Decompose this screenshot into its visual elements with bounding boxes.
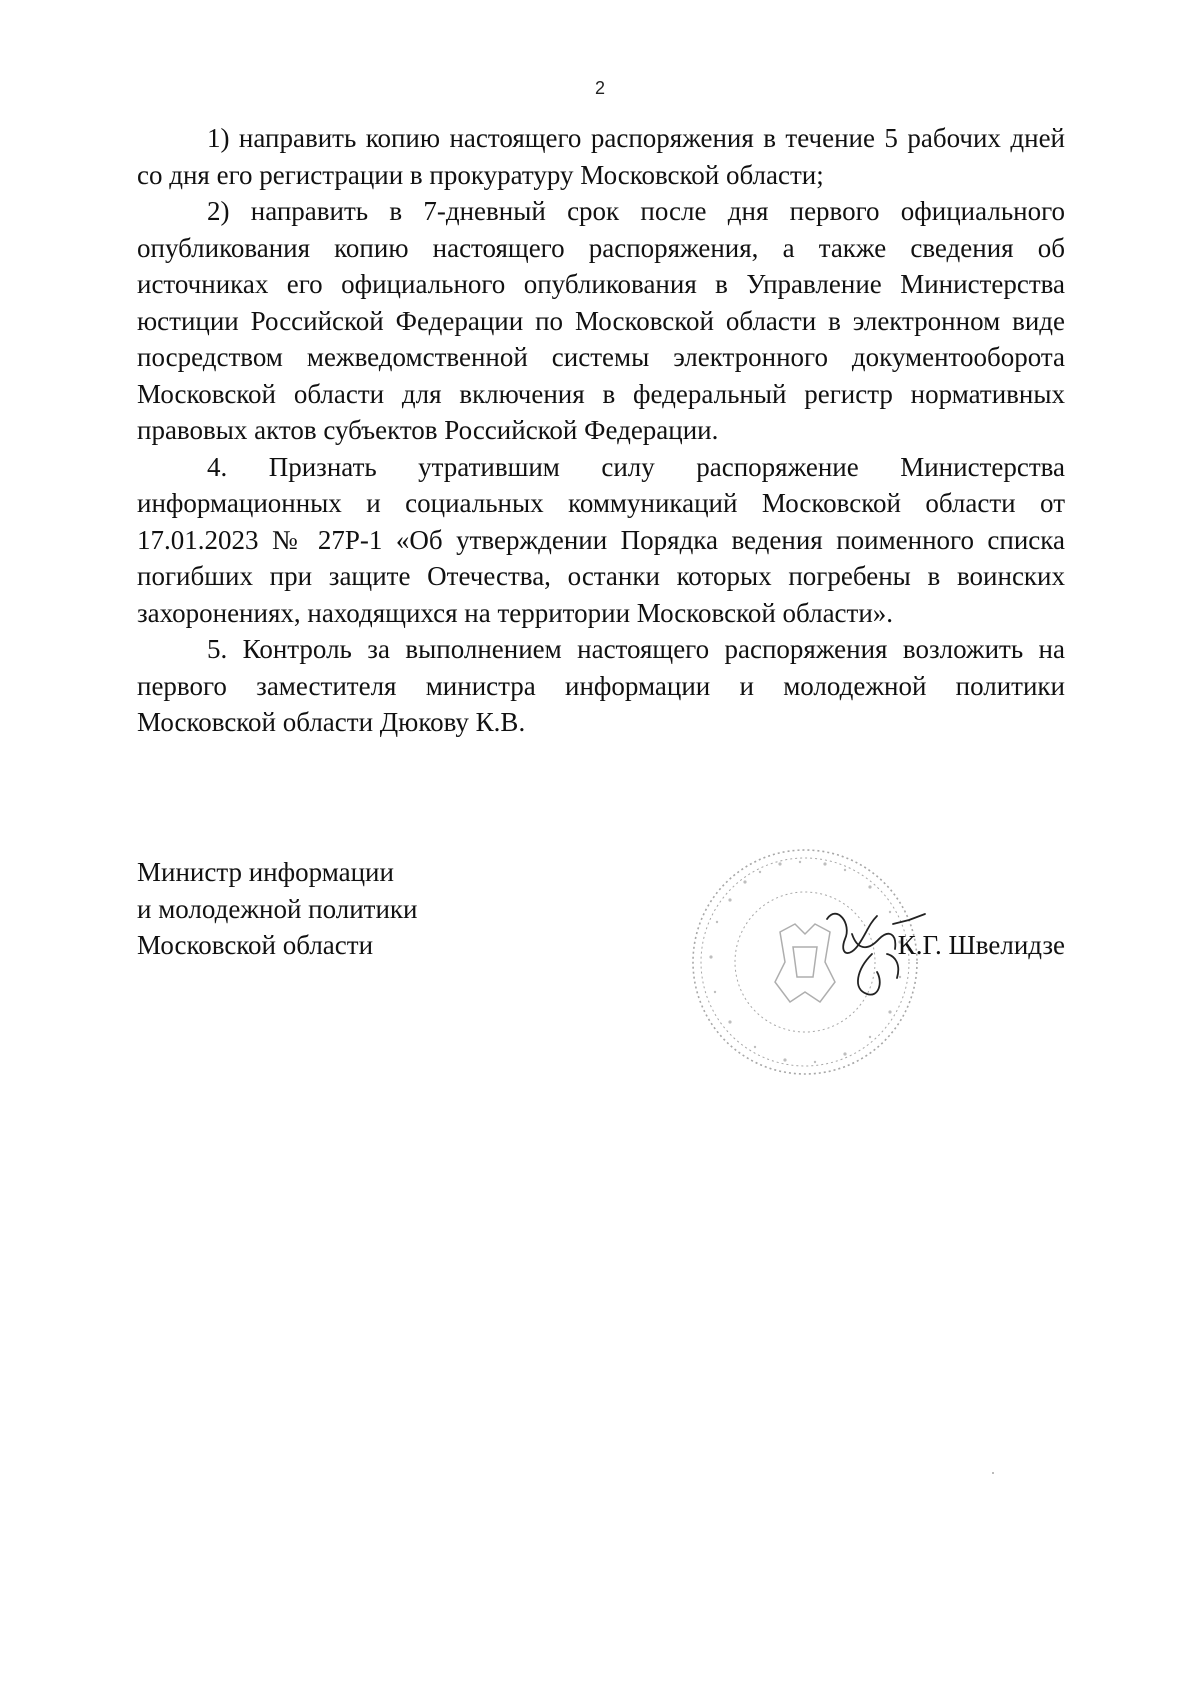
paragraph-item-1: 1) направить копию настоящего распоряжения в течение 5 рабочих дней со дня его регистрации в прокуратуру Московской области; — [137, 123, 1065, 190]
signer-position-line-1: Министр информации — [137, 857, 394, 887]
page-number: 2 — [594, 78, 605, 98]
paragraph-point-5: 5. Контроль за выполнением настоящего распоряжения возложить на первого заместителя министра информации и молодежной политики Московской области Дюкову К.В. — [137, 634, 1065, 737]
paragraph-point-4: 4. Признать утратившим силу распоряжение Министерства информационных и социальных коммуникаций Московской области от 17.01.2023 № 27Р-1 «Об утверждении Порядка ведения поименного списка погибших при защите Отечества, останки которых погребены в воинских захоронениях, находящихся на территории Московской области». — [137, 451, 1065, 628]
scan-artifact-dot — [992, 1472, 994, 1474]
signer-name: К.Г. Швелидзе — [897, 930, 1065, 960]
signature-block — [137, 854, 1065, 1114]
paragraph-item-2: 2) направить в 7-дневный срок после дня первого официального опубликования копию настоящего распоряжения, а также сведения об источниках его официального опубликования в Управление Министерства юстиции Российской Федерации по Московской области в электронном виде посредством межведомственной системы электронного документооборота Московской области для включения в федеральный регистр нормативных правовых актов субъектов Российской Федерации. — [137, 196, 1065, 445]
signer-position — [137, 854, 517, 964]
signer-position-line-3: Московской области — [137, 930, 374, 960]
document-body — [137, 120, 1065, 741]
signer-position-line-2: и молодежной политики — [137, 893, 418, 924]
